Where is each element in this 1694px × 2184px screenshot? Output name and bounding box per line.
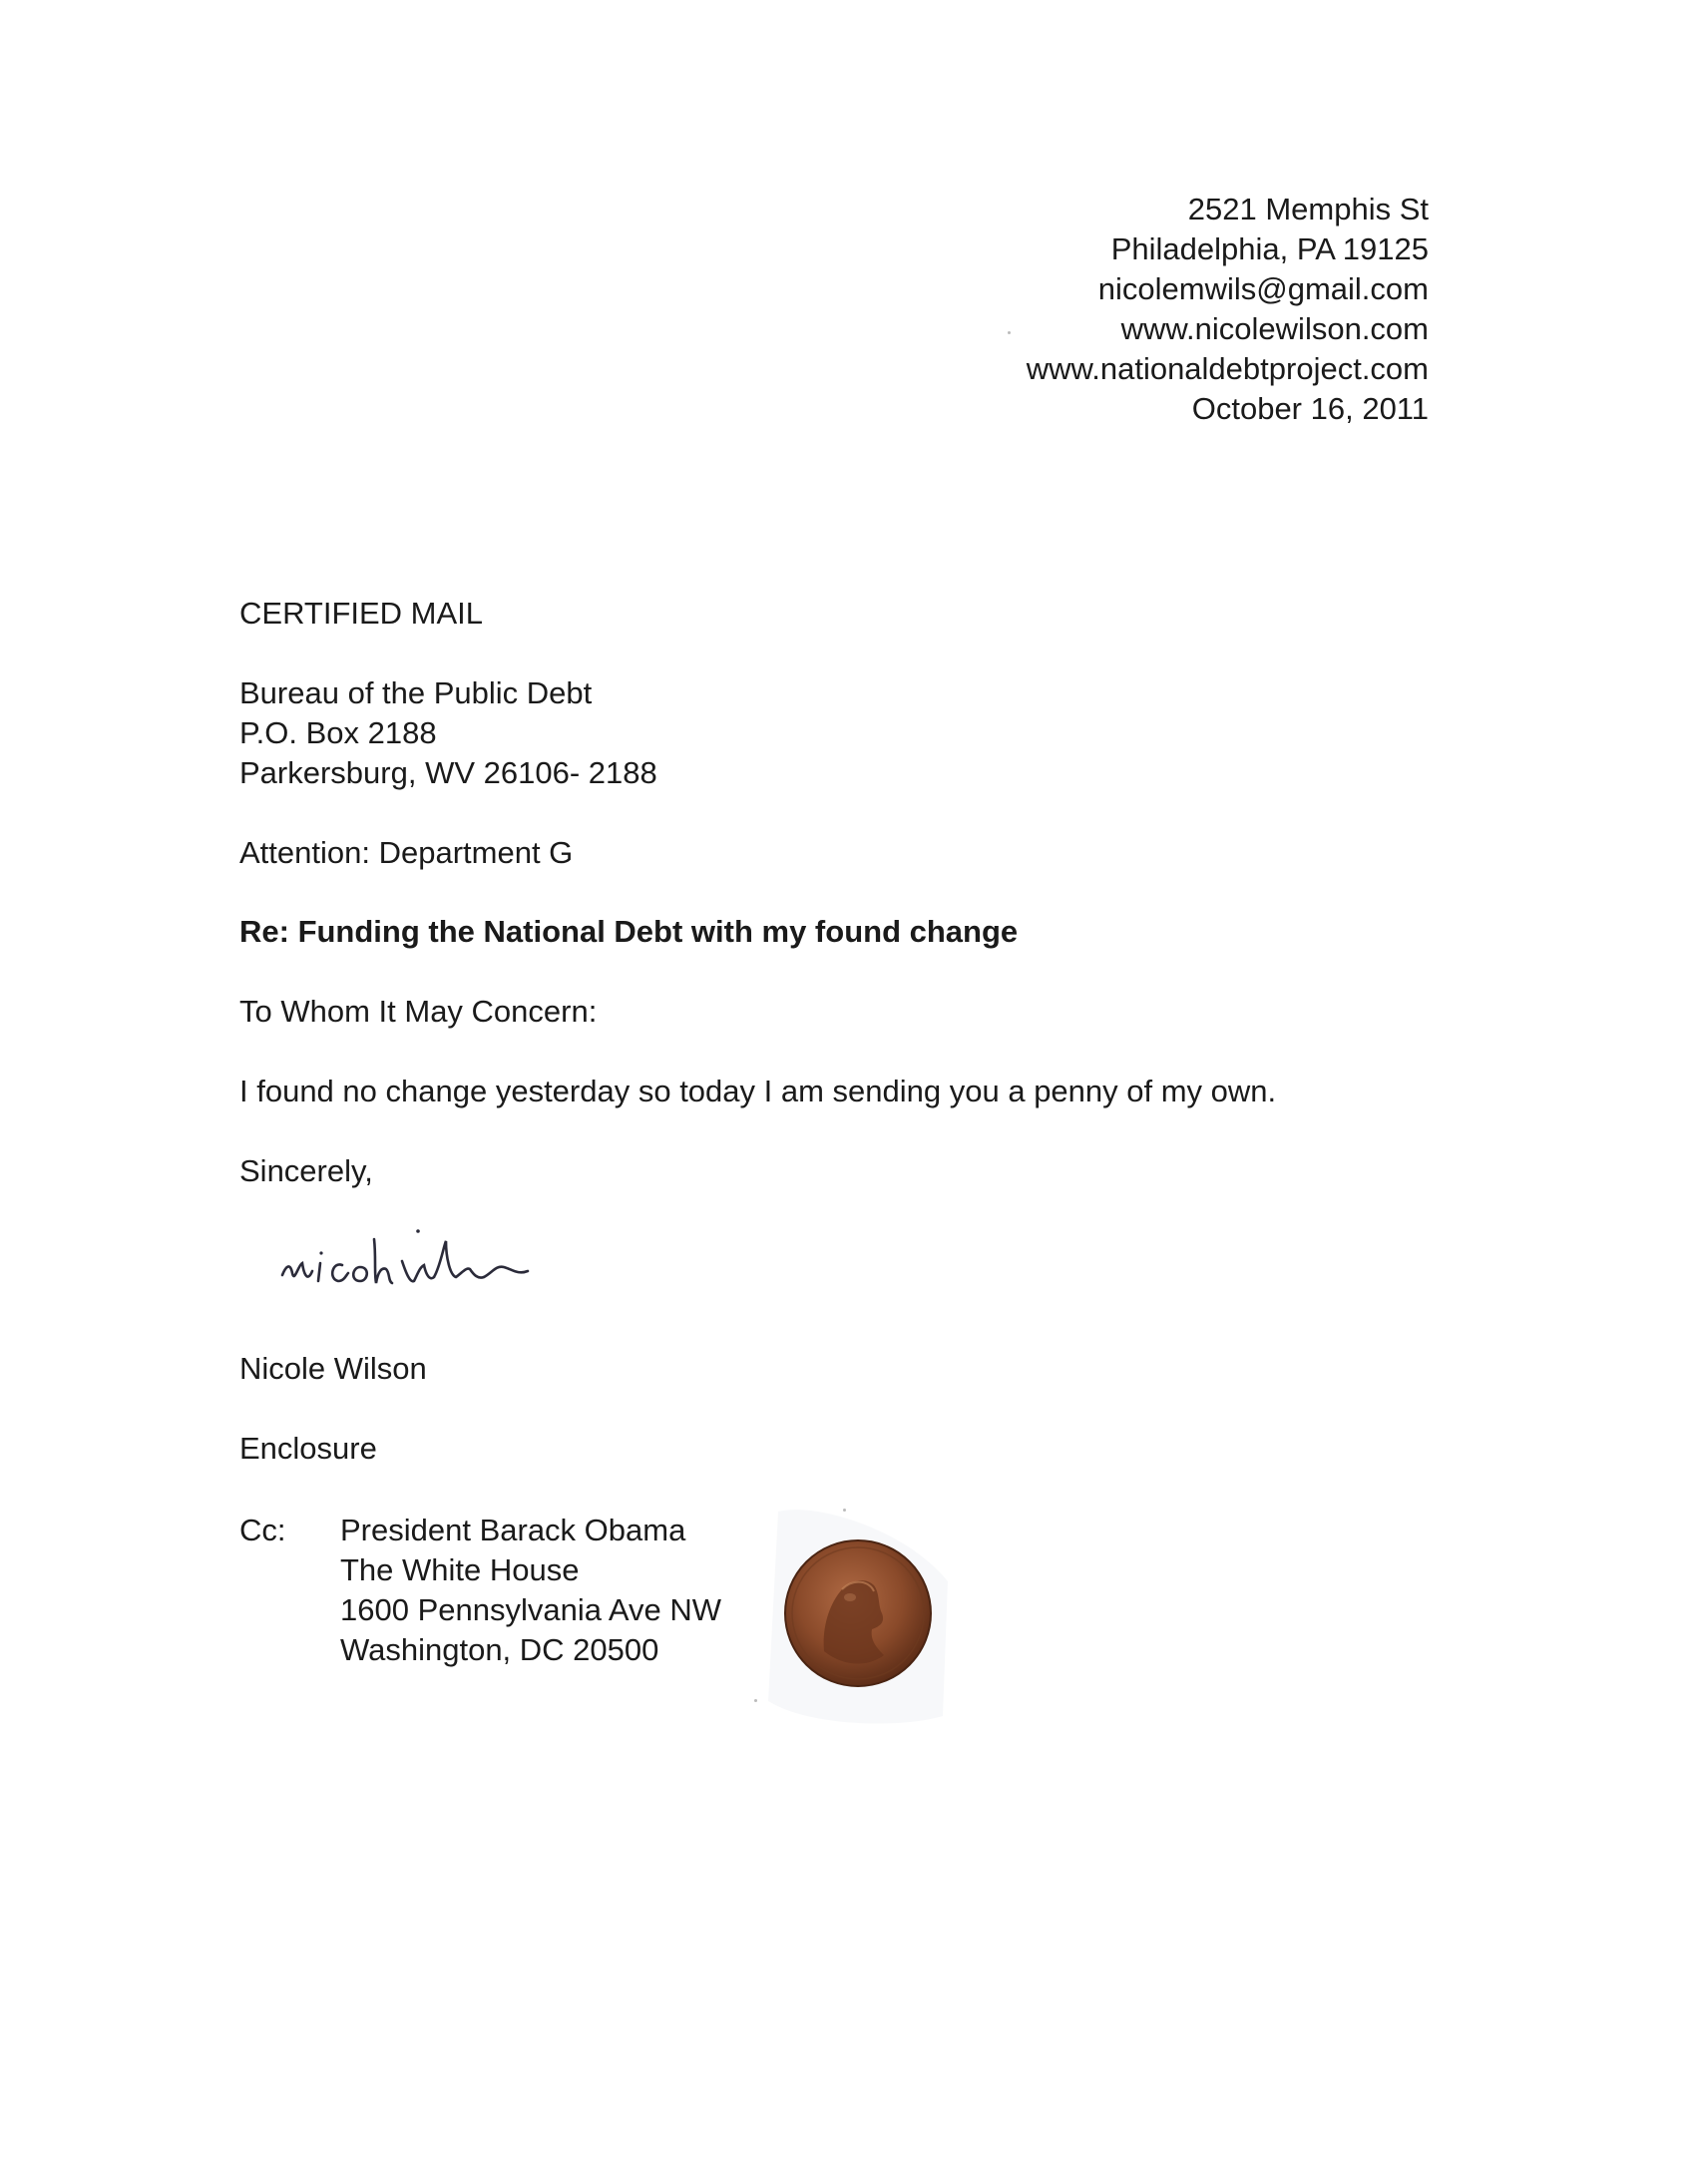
sender-city-state-zip: Philadelphia, PA 19125: [1110, 231, 1429, 266]
subject-line: Re: Funding the National Debt with my found change: [239, 914, 1019, 949]
cc-street: 1600 Pennsylvania Ave NW: [340, 1592, 721, 1627]
handwritten-signature: [274, 1217, 634, 1317]
mail-type: CERTIFIED MAIL: [239, 596, 484, 631]
recipient-name: Bureau of the Public Debt: [239, 675, 593, 710]
salutation: To Whom It May Concern:: [239, 994, 598, 1029]
letter-date: October 16, 2011: [1191, 391, 1429, 426]
penny-coin-image: [758, 1502, 958, 1731]
sender-address-block: [1027, 190, 1429, 429]
scan-speck: [754, 1699, 757, 1702]
cc-label: Cc:: [239, 1513, 286, 1547]
sender-email: nicolemwils@gmail.com: [1097, 271, 1429, 306]
scan-speck: [1008, 331, 1011, 334]
recipient-po-box: P.O. Box 2188: [239, 715, 437, 750]
sender-website-2: www.nationaldebtproject.com: [1026, 351, 1429, 386]
recipient-city-state-zip: Parkersburg, WV 26106- 2188: [239, 755, 657, 790]
sender-website-1: www.nicolewilson.com: [1120, 311, 1429, 346]
sender-street: 2521 Memphis St: [1187, 192, 1429, 226]
cc-city-state-zip: Washington, DC 20500: [340, 1632, 659, 1667]
cc-name: President Barack Obama: [340, 1513, 686, 1547]
signer-name: Nicole Wilson: [239, 1351, 427, 1386]
cc-org: The White House: [340, 1552, 580, 1587]
enclosure-note: Enclosure: [239, 1431, 377, 1466]
scan-speck: [843, 1509, 846, 1512]
body-paragraph: I found no change yesterday so today I am sending you a penny of my own.: [239, 1074, 1277, 1108]
cc-address-block: [340, 1511, 721, 1670]
attention-line: Attention: Department G: [239, 835, 574, 870]
closing: Sincerely,: [239, 1153, 373, 1188]
